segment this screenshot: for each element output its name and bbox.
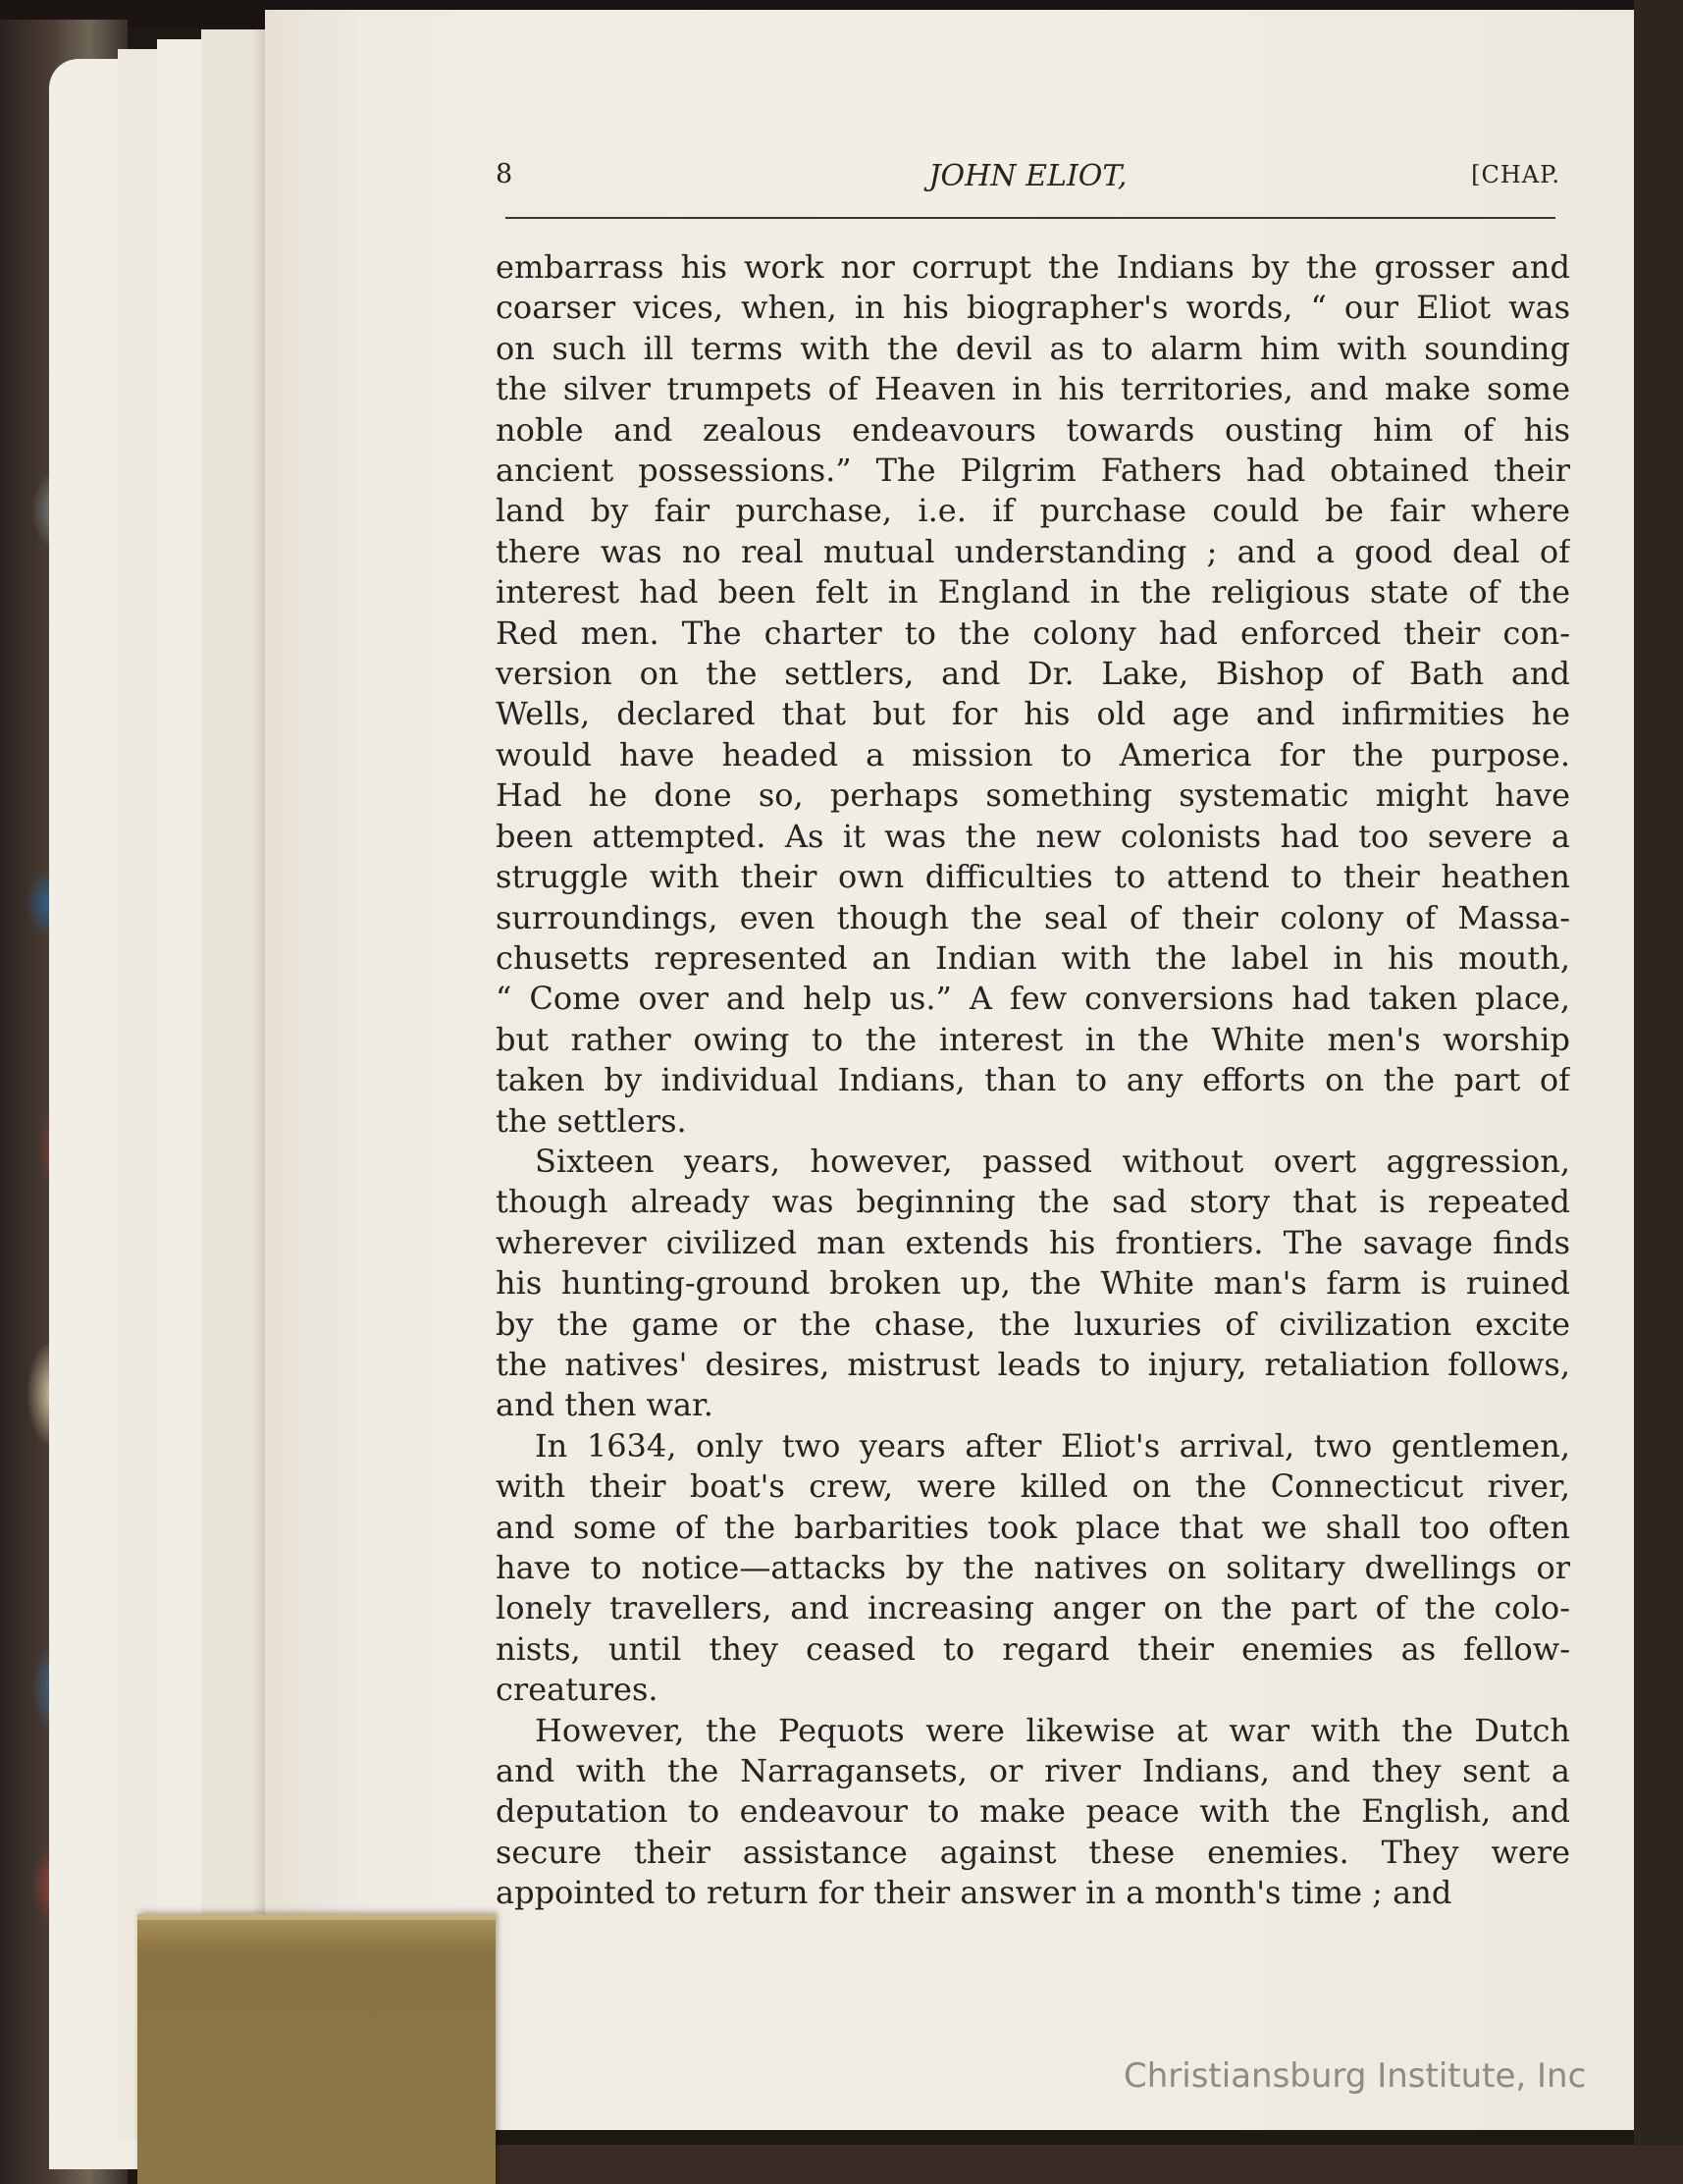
background-bottom (491, 2145, 1683, 2184)
text-line: would have headed a mission to America for the purpose. (496, 735, 1570, 773)
text-line: been attempted. As it was the new colonists had too severe a (496, 817, 1570, 855)
text-line: Had he done so, perhaps something systematic might have (496, 776, 1570, 815)
text-line: his hunting-ground broken up, the White man's farm is ruined (496, 1264, 1570, 1303)
text-line: and with the Narragansets, or river Indians, and they sent a (496, 1752, 1570, 1790)
running-header (496, 159, 1560, 198)
text-line: taken by individual Indians, than to any efforts on the part of (496, 1061, 1570, 1099)
text-line: the silver trumpets of Heaven in his territories, and make some (496, 370, 1570, 408)
text-line: appointed to return for their answer in a month's time ; and (496, 1874, 1452, 1912)
text-line: but rather owing to the interest in the White men's worship (496, 1020, 1570, 1058)
text-line: lonely travellers, and increasing anger on the part of the colo- (496, 1589, 1570, 1627)
text-line: and then war. (496, 1386, 713, 1424)
text-line: Sixteen years, however, passed without overt aggression, (535, 1142, 1570, 1180)
body-text (496, 247, 1570, 1914)
text-line: struggle with their own difficulties to attend to their heathen (496, 858, 1570, 896)
text-line: the settlers. (496, 1101, 687, 1140)
text-line: creatures. (496, 1671, 658, 1709)
text-line: “ Come over and help us.” A few conversions had taken place, (496, 980, 1570, 1018)
text-line: version on the settlers, and Dr. Lake, Bishop of Bath and (496, 655, 1570, 693)
text-line: Red men. The charter to the colony had enforced their con- (496, 613, 1570, 652)
text-line: by the game or the chase, the luxuries of civilization excite (496, 1305, 1570, 1343)
text-line: In 1634, only two years after Eliot's arrival, two gentlemen, (535, 1426, 1570, 1465)
text-line: have to notice—attacks by the natives on solitary dwellings or (496, 1549, 1570, 1586)
text-line: though already was beginning the sad story that is repeated (496, 1183, 1570, 1221)
text-line: the natives' desires, mistrust leads to injury, retaliation follows, (496, 1345, 1570, 1383)
text-line: there was no real mutual understanding ; and a good deal of (496, 532, 1570, 570)
background-right (1634, 0, 1683, 2184)
text-line: surroundings, even though the seal of their colony of Massa- (496, 898, 1570, 936)
text-line: ancient possessions.” The Pilgrim Fathers had obtained their (496, 452, 1570, 490)
text-line: wherever civilized man extends his frontiers. The savage finds (496, 1223, 1570, 1261)
page-number: 8 (496, 159, 513, 189)
watermark: Christiansburg Institute, Inc (1124, 2056, 1587, 2096)
text-line: secure their assistance against these enemies. They were (496, 1833, 1570, 1871)
text-line: noble and zealous endeavours towards ousting him of his (496, 410, 1570, 449)
text-line: embarrass his work nor corrupt the Indians by the grosser and (496, 248, 1570, 286)
text-line: with their boat's crew, were killed on the Connecticut river, (496, 1467, 1570, 1506)
chapter-label: [CHAP. (1471, 161, 1560, 188)
text-line: interest had been felt in England in the religious state of the (496, 573, 1570, 612)
text-line: chusetts represented an Indian with the label in his mouth, (496, 938, 1570, 977)
text-line: on such ill terms with the devil as to alarm him with sounding (496, 329, 1570, 367)
running-title: JOHN ELIOT, (928, 159, 1128, 193)
text-line: deputation to endeavour to make peace with the English, and (496, 1792, 1570, 1831)
text-line: Wells, declared that but for his old age and infirmities he (496, 695, 1570, 733)
text-line: land by fair purchase, i.e. if purchase could be fair where (496, 492, 1570, 530)
header-rule (505, 217, 1555, 219)
text-line: However, the Pequots were likewise at war with the Dutch (535, 1711, 1570, 1749)
text-line: nists, until they ceased to regard their enemies as fellow- (496, 1629, 1570, 1668)
text-line: and some of the barbarities took place that we shall too often (496, 1508, 1570, 1546)
text-line: coarser vices, when, in his biographer's words, “ our Eliot was (496, 289, 1570, 327)
gold-bookmark-block (137, 1914, 496, 2184)
